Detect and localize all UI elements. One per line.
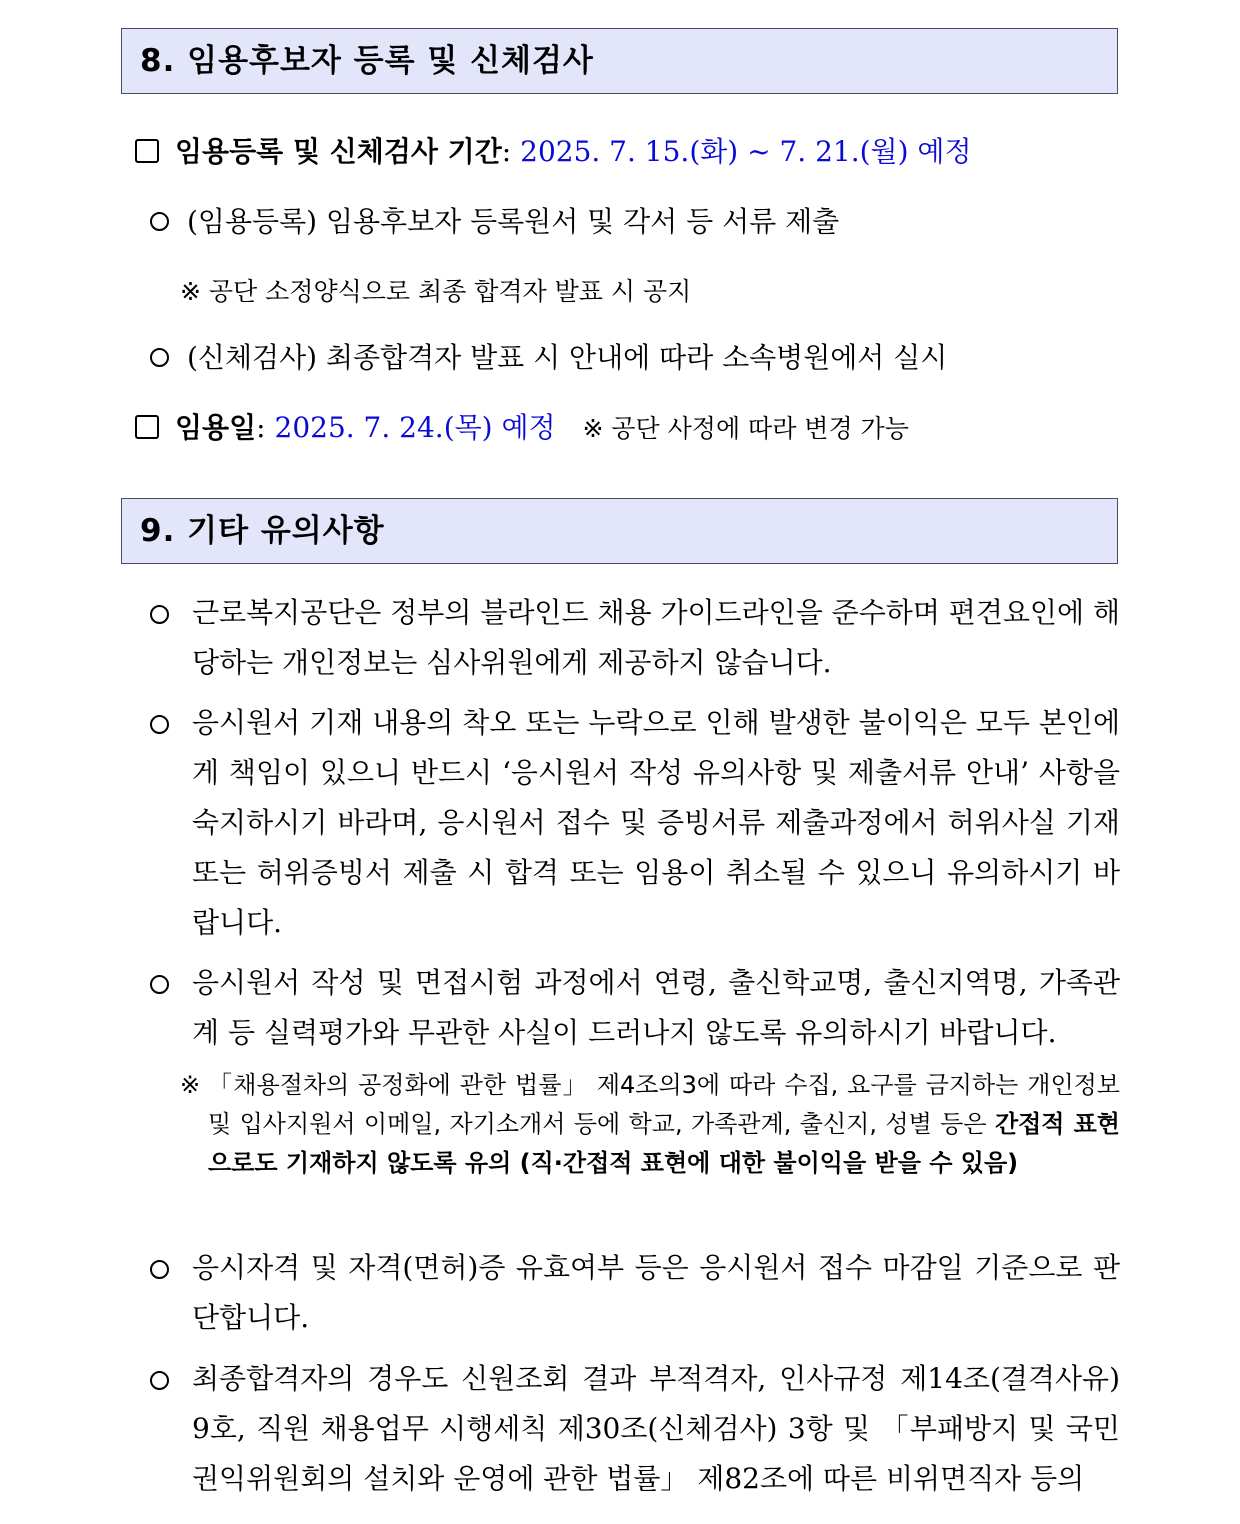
medical-row — [150, 338, 947, 378]
section-9-header — [121, 498, 1118, 564]
section-9-title: 9. 기타 유의사항 — [140, 513, 385, 549]
appointment-note: ※ 공단 사정에 따라 변경 가능 — [582, 414, 909, 443]
period-label: 임용등록 및 신체검사 기간 — [175, 135, 502, 168]
notice-item-1: 근로복지공단은 정부의 블라인드 채용 가이드라인을 준수하며 편견요인에 해당하는 개인정보는 심사위원에게 제공하지 않습니다. — [192, 596, 1120, 679]
note-mark: ※ — [180, 1071, 201, 1099]
note-bold-text: 간접적 표현으로도 기재하지 않도록 유의 (직·간접적 표현에 대한 불이익을 받을 수 있음) — [208, 1110, 1120, 1177]
period-row — [135, 132, 972, 172]
square-bullet-icon — [135, 415, 159, 439]
square-bullet-icon — [135, 139, 159, 163]
medical-text: (신체검사) 최종합격자 발표 시 안내에 따라 소속병원에서 실시 — [187, 341, 948, 374]
section-8-header — [121, 28, 1118, 94]
registration-row — [150, 202, 839, 242]
circle-bullet-icon — [150, 715, 169, 734]
notice-item-4: 응시자격 및 자격(면허)증 유효여부 등은 응시원서 접수 마감일 기준으로 판단합니다. — [192, 1251, 1120, 1334]
appointment-value: 2025. 7. 24.(목) 예정 — [274, 411, 556, 444]
note-text: 「채용절차의 공정화에 관한 법률」 제4조의3에 따라 수집, 요구를 금지하는 개인정보 및 입사지원서 이메일, 자기소개서 등에 학교, 가족관계, 출신지, 성별 등은 — [208, 1071, 1120, 1138]
notice-item-3: 응시원서 작성 및 면접시험 과정에서 연령, 출신학교명, 출신지역명, 가족관계 등 실력평가와 무관한 사실이 드러나지 않도록 유의하시기 바랍니다. — [192, 966, 1120, 1049]
period-colon: : — [501, 135, 512, 168]
notice-item-3-note — [208, 1066, 1120, 1183]
section-8-title: 8. 임용후보자 등록 및 신체검사 — [140, 43, 594, 79]
circle-bullet-icon — [150, 348, 169, 367]
circle-bullet-icon — [150, 1371, 169, 1390]
notice-item-2: 응시원서 기재 내용의 착오 또는 누락으로 인해 발생한 불이익은 모두 본인에게 책임이 있으니 반드시 ‘응시원서 작성 유의사항 및 제출서류 안내’ 사항을 숙지하시기 바라며, 응시원서 접수 및 증빙서류 제출과정에서 허위사실 기재 또는 허위증빙서 제출 시 합격 또는 임용이 취소될 수 있으니 유의하시기 바랍니다. — [192, 706, 1120, 939]
circle-bullet-icon — [150, 975, 169, 994]
appointment-row — [135, 408, 909, 449]
circle-bullet-icon — [150, 212, 169, 231]
circle-bullet-icon — [150, 605, 169, 624]
period-value: 2025. 7. 15.(화) ~ 7. 21.(월) 예정 — [520, 135, 972, 168]
notice-item-5: 최종합격자의 경우도 신원조회 결과 부적격자, 인사규정 제14조(결격사유) 9호, 직원 채용업무 시행세칙 제30조(신체검사) 3항 및 「부패방지 및 국민권익위원회의 설치와 운영에 관한 법률」 제82조에 따른 비위면직자 등의 — [192, 1362, 1120, 1495]
registration-text: (임용등록) 임용후보자 등록원서 및 각서 등 서류 제출 — [187, 205, 840, 238]
registration-note: ※ 공단 소정양식으로 최종 합격자 발표 시 공지 — [180, 277, 692, 306]
appointment-label: 임용일 — [175, 411, 257, 444]
appointment-colon: : — [256, 411, 266, 444]
circle-bullet-icon — [150, 1260, 169, 1279]
